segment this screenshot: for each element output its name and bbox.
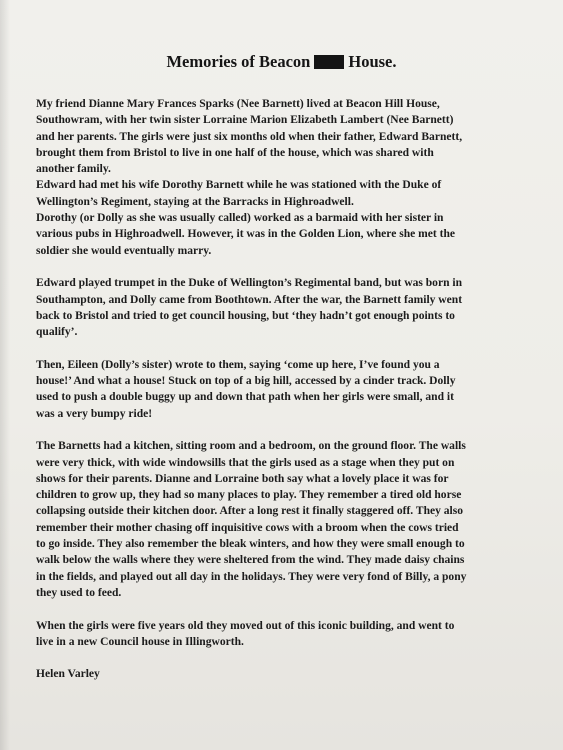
text-line: Southampton, and Dolly came from Boothtown. After the war, the Barnett family went	[36, 293, 463, 306]
text-line: walk below the walls where they were sheltered from the wind. They made daisy chains	[36, 554, 465, 567]
text-line: brought them from Bristol to live in one half of the house, which was shared with	[36, 146, 434, 159]
text-line: another family.	[36, 163, 111, 176]
text-line: and her parents. The girls were just six months old when their father, Edward Barnett,	[36, 130, 463, 143]
text-line: to go inside. They also remember the bleak winters, and how they were small enough to	[36, 538, 465, 551]
text-line: Edward played trumpet in the Duke of Wellington’s Regimental band, but was born in	[36, 277, 463, 290]
text-line: they used to feed.	[36, 586, 122, 599]
page-edge-shadow	[0, 0, 10, 750]
text-line: remember their mother chasing off inquisitive cows with a broom when the cows tried	[36, 521, 459, 534]
paragraph-3	[36, 357, 536, 422]
text-line: used to push a double buggy up and down that path when her girls were small, and it	[36, 391, 454, 404]
text-line: back to Bristol and tried to get council housing, but ‘they hadn’t got enough points to	[36, 309, 455, 322]
text-line: Wellington’s Regiment, staying at the Barracks in Highroadwell.	[36, 195, 354, 208]
text-line: When the girls were five years old they moved out of this iconic building, and went to	[36, 619, 455, 632]
text-line: My friend Dianne Mary Frances Sparks (Nee Barnett) lived at Beacon Hill House,	[36, 98, 440, 110]
paragraph-gap	[36, 422, 536, 438]
paragraph-5	[36, 618, 536, 651]
text-line: Then, Eileen (Dolly’s sister) wrote to them, saying ‘come up here, I’ve found you a	[36, 358, 440, 371]
text-line: qualify’.	[36, 326, 78, 339]
text-line: were very thick, with wide windowsills that the girls used as a stage when they put on	[36, 456, 455, 469]
paragraph-gap	[36, 601, 536, 617]
text-line: various pubs in Highroadwell. However, it was in the Golden Lion, where she met the	[36, 228, 456, 241]
paragraph-gap	[36, 259, 536, 275]
text-line: children to grow up, they had so many places to play. They remember a tired old horse	[36, 489, 462, 502]
title-text-start: Memories of Beacon	[166, 52, 311, 71]
text-line: house!’ And what a house! Stuck on top of a big hill, accessed by a cinder track. Dolly	[36, 375, 456, 388]
text-line: Edward had met his wife Dorothy Barnett while he was stationed with the Duke of	[36, 179, 442, 192]
text-line: was a very bumpy ride!	[36, 407, 153, 420]
paragraph-1	[36, 96, 536, 259]
document-title	[0, 52, 563, 72]
text-line: The Barnetts had a kitchen, sitting room and a bedroom, on the ground floor. The walls	[36, 440, 466, 453]
text-line: shows for their parents. Dianne and Lorraine both say what a lovely place it was for	[36, 472, 449, 485]
author-signature: Helen Varley	[36, 668, 100, 681]
text-line: Dorothy (or Dolly as she was usually called) worked as a barmaid with her sister in	[36, 212, 444, 225]
paragraph-4	[36, 438, 536, 601]
paragraph-2	[36, 275, 536, 340]
paragraph-gap	[36, 650, 536, 666]
document-body	[36, 96, 536, 683]
title-text-end: House.	[348, 52, 397, 71]
paragraph-gap	[36, 340, 536, 356]
text-line: soldier she would eventually marry.	[36, 244, 212, 257]
text-line: live in a new Council house in Illingworth.	[36, 635, 244, 648]
redaction-mark	[314, 55, 344, 69]
text-line: in the fields, and played out all day in the holidays. They were very fond of Billy, a pony	[36, 570, 467, 583]
text-line: collapsing outside their kitchen door. After a long rest it finally staggered off. They also	[36, 505, 464, 518]
text-line: Southowram, with her twin sister Lorraine Marion Elizabeth Lambert (Nee Barnett)	[36, 114, 454, 127]
